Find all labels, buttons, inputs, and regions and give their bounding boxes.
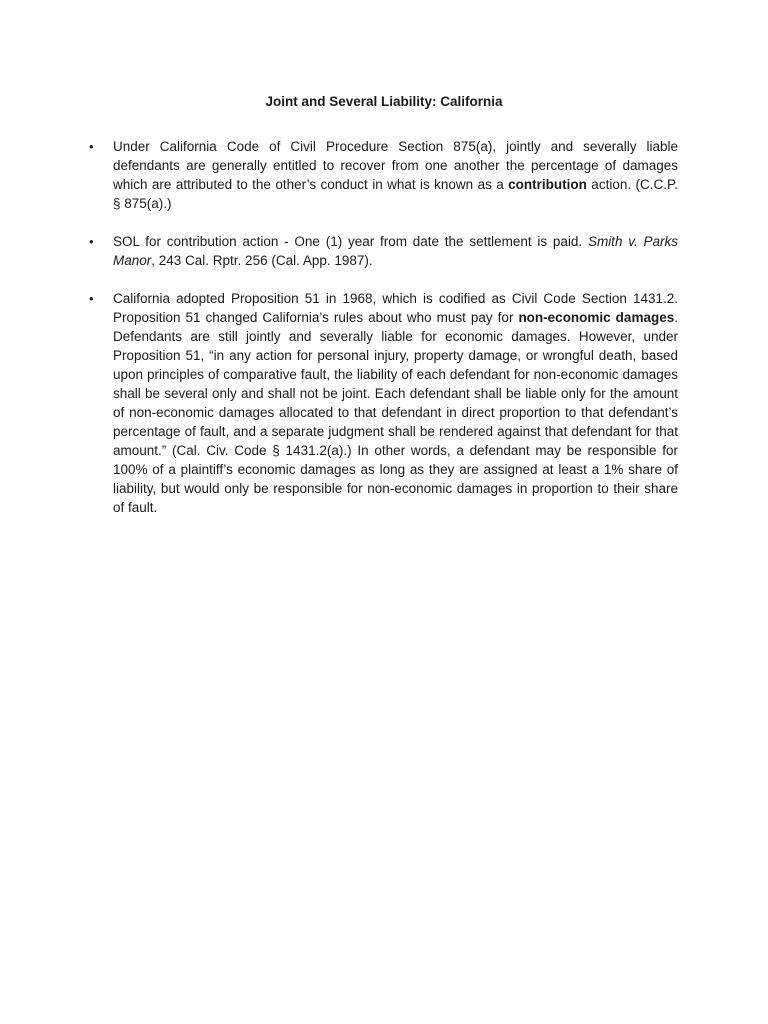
document-title: Joint and Several Liability: California [265,94,503,109]
bullet-item-contribution [89,137,678,213]
bullet-item-sol [89,232,678,270]
text-segment: California adopted Proposition 51 in 1968, which is codified as Civil Code Section 1431.2. Proposition 51 changed California’s rules about who must pay for [113,291,678,325]
bullet-item-proposition-51 [89,289,678,517]
bold-term: contribution [508,177,587,192]
text-segment: , 243 Cal. Rptr. 256 (Cal. App. 1987). [151,253,373,268]
bullet-text [113,139,678,211]
case-citation: Smith v. Parks Manor [113,234,678,268]
text-segment: Under California Code of Civil Procedure Section 875(a), jointly and severally liable defendants are generally entitled to recover from one another the percentage of damages which are attributed to the other’s conduct in what is known as a [113,139,678,192]
bullet-list [89,137,678,517]
bullet-text [113,291,678,515]
bullet-text [113,234,678,268]
bullet-marker: • [89,291,94,306]
text-segment: SOL for contribution action - One (1) year from date the settlement is paid. [113,234,588,249]
bullet-marker: • [89,234,94,249]
bullet-marker: • [89,139,94,154]
text-segment: action. (C.C.P. § 875(a).) [113,177,678,211]
text-segment: . Defendants are still jointly and severally liable for economic damages. However, under Proposition 51, “in any action for personal injury, property damage, or wrongful death, based upon principles of comparative fault, the liability of each defendant for non-economic damages shall be several only and shall not be joint. Each defendant shall be liable only for the amount of non-economic damages allocated to that defendant in direct proportion to that defendant’s percentage of fault, and a separate judgment shall be rendered against that defendant for that amount.” (Cal. Civ. Code § 1431.2(a).) In other words, a defendant may be responsible for 100% of a plaintiff’s economic damages as long as they are assigned at least a 1% share of liability, but would only be responsible for non-economic damages in proportion to their share of fault. [113,310,678,515]
bold-term: non-economic damages [518,310,675,325]
